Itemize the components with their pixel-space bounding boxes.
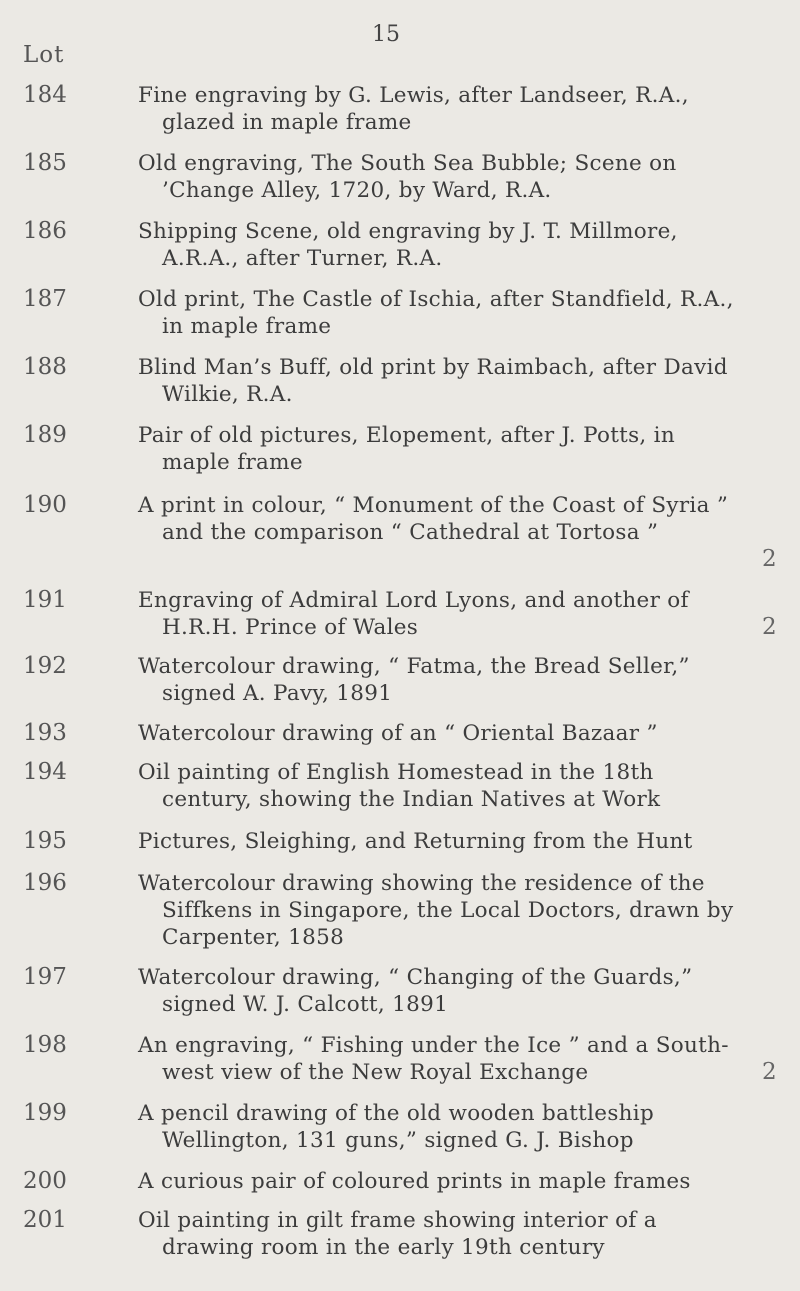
lot-number: 196 bbox=[23, 870, 67, 896]
lot-description: An engraving, “ Fishing under the Ice ” and a South-west view of the New Royal Exchange bbox=[138, 1033, 729, 1085]
lot-description: Pair of old pictures, Elopement, after J. Potts, in maple frame bbox=[138, 423, 676, 475]
lot-number: 194 bbox=[23, 759, 67, 785]
lot-number: 201 bbox=[23, 1207, 67, 1233]
lot-description: Watercolour drawing of an “ Oriental Bazaar ” bbox=[138, 721, 658, 746]
lot-description: Shipping Scene, old engraving by J. T. Millmore, A.R.A., after Turner, R.A. bbox=[138, 219, 678, 271]
lot-description: Engraving of Admiral Lord Lyons, and another of H.R.H. Prince of Wales bbox=[138, 588, 689, 640]
lot-description: Watercolour drawing, “ Changing of the Guards,” signed W. J. Calcott, 1891 bbox=[138, 965, 693, 1017]
lot-description: Watercolour drawing, “ Fatma, the Bread Seller,” signed A. Pavy, 1891 bbox=[138, 654, 690, 706]
lot-description: Old print, The Castle of Ischia, after Standfield, R.A., in maple frame bbox=[138, 287, 734, 339]
lot-number: 192 bbox=[23, 653, 67, 679]
lot-description: Old engraving, The South Sea Bubble; Scene on ’Change Alley, 1720, by Ward, R.A. bbox=[138, 151, 677, 203]
lot-number: 189 bbox=[23, 422, 67, 448]
lot-description: A pencil drawing of the old wooden battleship Wellington, 131 guns,” signed G. J. Bishop bbox=[138, 1101, 655, 1153]
lot-margin-mark: 2 bbox=[762, 614, 777, 640]
lot-number: 193 bbox=[23, 720, 67, 746]
lot-number: 184 bbox=[23, 82, 67, 108]
lot-number: 185 bbox=[23, 150, 67, 176]
lot-number: 197 bbox=[23, 964, 67, 990]
lot-description: Oil painting of English Homestead in the 18th century, showing the Indian Natives at Work bbox=[138, 760, 661, 812]
page-number: 15 bbox=[372, 22, 400, 47]
lot-number: 200 bbox=[23, 1168, 67, 1194]
lot-number: 187 bbox=[23, 286, 67, 312]
lot-number: 191 bbox=[23, 587, 67, 613]
lot-number: 195 bbox=[23, 828, 67, 854]
lot-number: 190 bbox=[23, 492, 67, 518]
lot-number: 188 bbox=[23, 354, 67, 380]
lot-description: Pictures, Sleighing, and Returning from the Hunt bbox=[138, 829, 693, 854]
lot-description: Blind Man’s Buff, old print by Raimbach, after David Wilkie, R.A. bbox=[138, 355, 728, 407]
lot-number: 199 bbox=[23, 1100, 67, 1126]
lot-description: Fine engraving by G. Lewis, after Landseer, R.A., glazed in maple frame bbox=[138, 83, 689, 135]
lot-description: A print in colour, “ Monument of the Coast of Syria ” and the comparison “ Cathedral at Tortosa ” bbox=[138, 493, 729, 545]
lot-description: Oil painting in gilt frame showing interior of a drawing room in the early 19th century bbox=[138, 1208, 657, 1260]
lot-column-header: Lot bbox=[23, 42, 65, 68]
lot-description: Watercolour drawing showing the residence of the Siffkens in Singapore, the Local Doctors, drawn by Carpenter, 1858 bbox=[138, 871, 734, 950]
lot-description: A curious pair of coloured prints in maple frames bbox=[138, 1169, 691, 1194]
lot-number: 198 bbox=[23, 1032, 67, 1058]
lot-margin-mark: 2 bbox=[762, 546, 777, 572]
lot-margin-mark: 2 bbox=[762, 1059, 777, 1085]
lot-number: 186 bbox=[23, 218, 67, 244]
